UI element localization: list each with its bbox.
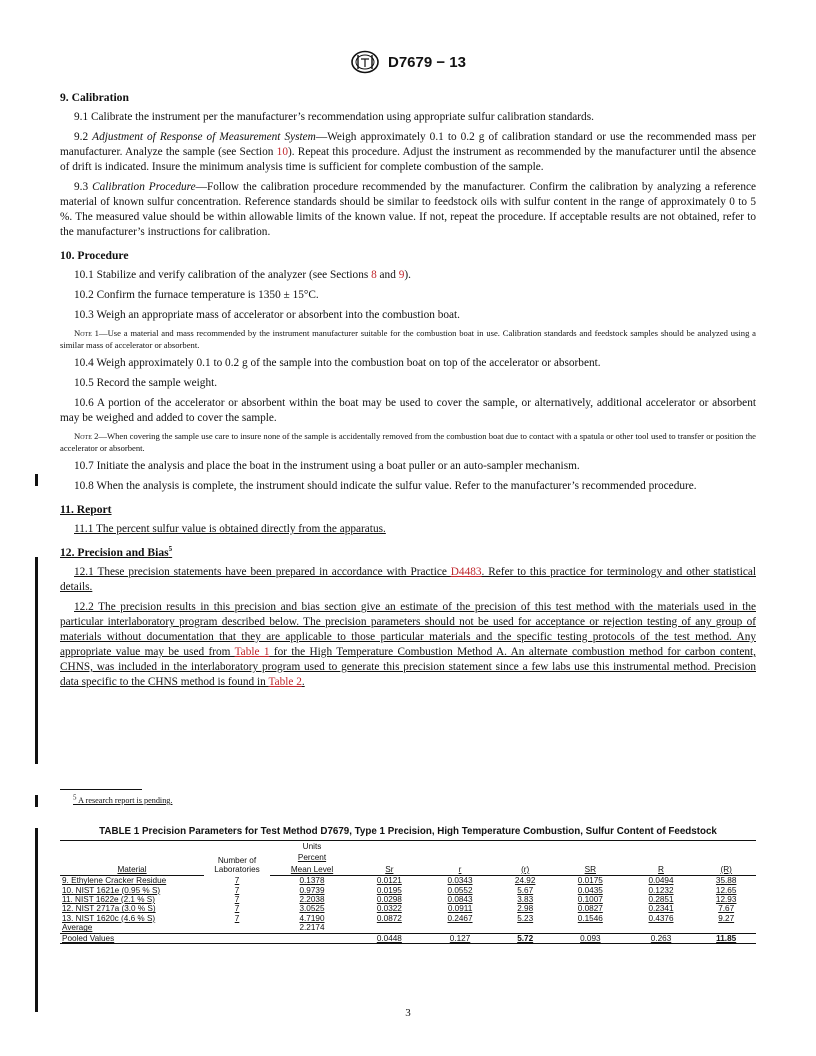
r-header xyxy=(425,864,496,876)
para-text: . xyxy=(301,676,305,688)
table-header-spacer xyxy=(696,841,756,853)
sr-cell: 0.0298 xyxy=(376,895,402,905)
empty-cell xyxy=(626,923,697,933)
designation-title: D7679 − 13 xyxy=(388,53,466,71)
mean-header-text: Mean Level xyxy=(290,864,334,874)
paragraph-10-6: 10.6 A portion of the accelerator or absorbent within the boat may be used to cover the sample, or alternatively, additional accelerator or absorbent may be weighed and added to cover the sample. xyxy=(60,397,756,424)
note-1 xyxy=(60,328,756,351)
table-header-spacer xyxy=(60,841,204,853)
table-header-spacer xyxy=(495,841,555,853)
table-header-spacer xyxy=(555,852,626,863)
section-heading-report: 11. Report xyxy=(60,503,112,516)
r-cell: 0.2467 xyxy=(447,913,473,923)
footnote-text: A research report is pending. xyxy=(76,796,173,805)
empty-cell xyxy=(354,923,425,933)
section-heading-calibration: 9. Calibration xyxy=(60,91,129,104)
SR-cell: 0.0175 xyxy=(577,876,603,886)
R-cell: 0.1232 xyxy=(648,885,674,895)
table-2-link[interactable]: Table 2 xyxy=(268,676,302,688)
mean-header xyxy=(270,864,354,876)
SR-cell: 0.0827 xyxy=(577,904,603,914)
table-header-spacer xyxy=(425,852,496,863)
labs-cell: 7 xyxy=(234,875,240,885)
average-label: Average xyxy=(62,923,93,933)
footnote-5 xyxy=(73,793,173,805)
r-rel-cell: 24.92 xyxy=(514,876,536,886)
R-cell: 0.4376 xyxy=(648,913,674,923)
para-text: 10.1 Stabilize and verify calibration of the analyzer (see Sections xyxy=(74,269,372,281)
table-header-spacer xyxy=(696,852,756,863)
para-text: —Follow the calibration procedure recommended by the manufacturer. Confirm the calibration by analyzing a reference material of known sulfur concentration. Reference standards should be similar to feedstock oils with sulfur content in the range of approximately 0 to 5 %. The measured value should be within allowable limits of the known value. If not, repeat the procedure. If acceptable results are not obtained, refer to the manufacturer’s instructions for calibration. xyxy=(60,181,756,238)
sr-cell: 0.0322 xyxy=(376,904,402,914)
SR-header xyxy=(555,864,626,876)
section-heading-precision xyxy=(60,545,756,560)
paragraph-10-4: 10.4 Weigh approximately 0.1 to 0.2 g of the sample into the combustion boat on top of the accelerator or absorbent. xyxy=(74,357,601,369)
SR-header-text: SR xyxy=(584,864,597,874)
material-header xyxy=(60,864,204,876)
document-body xyxy=(60,82,756,695)
table-header-spacer xyxy=(204,841,270,853)
table-header-spacer xyxy=(354,841,425,853)
note-label: Note 1 xyxy=(74,328,99,338)
sr-cell: 0.0195 xyxy=(376,885,402,895)
change-bar xyxy=(35,557,38,764)
r-cell: 0.0343 xyxy=(447,876,473,886)
R-cell: 0.2341 xyxy=(648,904,674,914)
paragraph-10-1 xyxy=(60,268,756,283)
R-rel-cell: 7.67 xyxy=(718,904,735,914)
SR-cell: 0.1546 xyxy=(577,913,603,923)
empty-cell xyxy=(204,923,270,933)
R-rel-header xyxy=(696,864,756,876)
paragraph-10-7: 10.7 Initiate the analysis and place the boat in the instrument using a boat puller or an auto-sampler mechanism. xyxy=(74,460,580,472)
R-rel-cell: 12.93 xyxy=(715,895,737,905)
table-header-spacer xyxy=(60,852,204,863)
R-header-text: R xyxy=(658,864,664,874)
para-number: 9.3 xyxy=(74,181,89,193)
pooled-row xyxy=(60,933,756,943)
r-rel-cell: 2.98 xyxy=(517,904,534,914)
empty-cell xyxy=(425,923,496,933)
table-header-spacer xyxy=(495,852,555,863)
note-label: Note 2 xyxy=(74,431,99,441)
astm-logo-icon xyxy=(350,50,380,74)
table-row xyxy=(60,904,756,913)
para-title: Calibration Procedure xyxy=(92,181,196,193)
R-rel-header-text: (R) xyxy=(720,864,732,874)
paragraph-10-8: 10.8 When the analysis is complete, the instrument should indicate the sulfur value. Refer to the manufacturer’s recommended procedure. xyxy=(74,480,697,492)
labs-header-line1: Number of xyxy=(217,855,257,865)
section-9-link[interactable]: 9 xyxy=(398,269,405,281)
table-row xyxy=(60,895,756,904)
para-text: —Weigh approximately 0.1 to 0.2 g of calibration standard or use the recommended mass per manufacturer. Analyze the sample (see Section xyxy=(60,131,757,158)
sr-header xyxy=(354,864,425,876)
material-header-text: Material xyxy=(117,864,147,874)
mean-cell: 2.2038 xyxy=(299,895,325,905)
empty-cell xyxy=(555,923,626,933)
r-rel-cell: 5.23 xyxy=(517,913,534,923)
paragraph-9-1: 9.1 Calibrate the instrument per the manufacturer’s recommendation using appropriate sulfur calibration standards. xyxy=(74,111,594,123)
percent-label: Percent xyxy=(297,853,327,863)
table-1-link[interactable]: Table 1 xyxy=(234,646,270,658)
R-rel-cell: 9.27 xyxy=(718,913,735,923)
page-header xyxy=(0,50,816,74)
change-bar xyxy=(35,795,38,807)
table-1-title: TABLE 1 Precision Parameters for Test Method D7679, Type 1 Precision, High Temperature Combustion, Sulfur Content of Feedstock xyxy=(99,826,717,837)
paragraph-10-2: 10.2 Confirm the furnace temperature is 1350 ± 15°C. xyxy=(74,289,319,301)
table-row xyxy=(60,876,756,886)
units-header xyxy=(270,841,354,853)
percent-header xyxy=(270,852,354,863)
labs-cell: 7 xyxy=(234,885,240,895)
table-row xyxy=(60,914,756,923)
section-heading-procedure: 10. Procedure xyxy=(60,249,129,262)
para-text: ). Repeat this procedure. Adjust the instrument as recommended by the manufacturer until the absence of drift is indicated. Insure the minimum analysis time is sufficient for complete combustion of the sample. xyxy=(60,146,756,173)
r-rel-cell: 5.67 xyxy=(517,885,534,895)
section-8-link[interactable]: 8 xyxy=(371,269,377,281)
r-rel-header-text: (r) xyxy=(521,864,530,874)
material-cell: 9. Ethylene Cracker Residue xyxy=(62,876,167,886)
footnote-number: 5 xyxy=(73,793,77,802)
sr-header-text: Sr xyxy=(385,864,394,874)
footnote-rule xyxy=(60,789,142,790)
table-header-spacer xyxy=(425,841,496,853)
R-rel-cell: 35.88 xyxy=(715,876,737,886)
precision-table xyxy=(60,840,756,944)
sr-cell: 0.0872 xyxy=(376,913,402,923)
section-10-link[interactable]: 10 xyxy=(276,146,288,158)
empty-cell xyxy=(270,933,354,943)
material-cell: 12. NIST 2717a (3.0 % S) xyxy=(62,904,156,914)
d4483-link[interactable]: D4483 xyxy=(450,566,482,578)
table-header-spacer xyxy=(626,841,697,853)
R-cell: 0.0494 xyxy=(648,876,674,886)
pooled-r-cell: 0.127 xyxy=(425,933,496,943)
mean-cell: 4.7190 xyxy=(299,913,325,923)
average-row xyxy=(60,923,756,933)
paragraph-9-3 xyxy=(60,180,756,240)
labs-header-line2: Laboratories xyxy=(214,865,260,875)
paragraph-9-2 xyxy=(60,130,756,175)
labs-cell: 7 xyxy=(234,904,240,914)
r-rel-cell: 3.83 xyxy=(517,895,534,905)
R-cell: 0.2851 xyxy=(648,895,674,905)
material-cell: 13. NIST 1620c (4.6 % S) xyxy=(62,913,156,923)
SR-cell: 0.1007 xyxy=(577,895,603,905)
change-bar xyxy=(35,828,38,1012)
mean-cell: 3.0525 xyxy=(299,904,325,914)
change-bar xyxy=(35,474,38,486)
labs-cell: 7 xyxy=(234,913,240,923)
para-text: 12.2 The precision results in this precision and bias section give an estimate of the precision of this test method with the materials used in the particular interlaboratory program described below. The precision parameters should not be used for acceptance or rejection testing of any group of materials without documentation that they are applicable to those particular materials and the specific testing protocols of the test method. Any appropriate value may be used from xyxy=(60,601,756,658)
para-text: 12.1 These precision statements have been prepared in accordance with Practice xyxy=(74,566,451,578)
pooled-sr-cell: 0.0448 xyxy=(354,933,425,943)
note-2 xyxy=(60,431,756,454)
para-number: 9.2 xyxy=(74,131,89,143)
table-header-spacer xyxy=(555,841,626,853)
r-cell: 0.0843 xyxy=(447,895,473,905)
pooled-label: Pooled Values xyxy=(60,933,204,943)
mean-cell: 0.1378 xyxy=(299,876,325,886)
r-rel-header xyxy=(495,864,555,876)
SR-cell: 0.0435 xyxy=(577,885,603,895)
R-rel-cell: 12.65 xyxy=(715,885,737,895)
paragraph-12-2 xyxy=(60,600,756,690)
empty-cell xyxy=(696,923,756,933)
r-cell: 0.0911 xyxy=(447,904,473,914)
para-text: . Refer to this practice for terminology and other statistical details. xyxy=(60,566,756,593)
units-label: Units xyxy=(302,842,322,851)
para-title: Adjustment of Response of Measurement System xyxy=(92,131,316,143)
labs-header xyxy=(204,852,270,875)
note-text: —Use a material and mass recommended by the instrument manufacturer suitable for the combustion boat in use. Calibration standards and feedstock samples should be analyzed using a similar mass of accelerator or absorbent. xyxy=(60,328,756,350)
table-header-spacer xyxy=(626,852,697,863)
paragraph-10-5: 10.5 Record the sample weight. xyxy=(74,377,218,389)
pooled-R-cell: 0.263 xyxy=(626,933,697,943)
r-header-text: r xyxy=(458,864,462,874)
labs-cell: 7 xyxy=(234,895,240,905)
average-mean-cell: 2.2174 xyxy=(299,923,325,933)
mean-cell: 0.9739 xyxy=(299,885,325,895)
paragraph-10-3: 10.3 Weigh an appropriate mass of accelerator or absorbent into the combustion boat. xyxy=(74,309,460,321)
empty-cell xyxy=(495,923,555,933)
material-cell: 11. NIST 1622e (2.1 % S) xyxy=(62,895,155,905)
pooled-R-rel-cell: 11.85 xyxy=(696,933,756,943)
table-header-spacer xyxy=(354,852,425,863)
r-cell: 0.0552 xyxy=(447,885,473,895)
para-text: and xyxy=(376,269,399,281)
para-text: for the High Temperature Combustion Method A. An alternate combustion method for carbon content, CHNS, was included in the interlaboratory program used to generate this precision statement since a few labs use this instrumental method. Precision data specific to the CHNS method is found in xyxy=(60,646,756,688)
page-number: 3 xyxy=(405,1007,411,1019)
paragraph-12-1 xyxy=(60,565,756,595)
note-text: —When covering the sample use care to insure none of the sample is accidentally removed from the combustion boat due to contact with a spatula or other tool used to transfer or position the accelerator or absorbent. xyxy=(60,431,756,453)
empty-cell xyxy=(204,933,270,943)
pooled-r-rel-cell: 5.72 xyxy=(495,933,555,943)
paragraph-11-1: 11.1 The percent sulfur value is obtained directly from the apparatus. xyxy=(74,523,386,535)
para-text: ). xyxy=(404,269,411,281)
pooled-SR-cell: 0.093 xyxy=(555,933,626,943)
table-row xyxy=(60,886,756,895)
material-cell: 10. NIST 1621e (0.95 % S) xyxy=(62,885,161,895)
heading-text: 12. Precision and Bias xyxy=(60,546,169,559)
footnote-ref[interactable]: 5 xyxy=(168,545,173,554)
R-header xyxy=(626,864,697,876)
sr-cell: 0.0121 xyxy=(376,876,402,886)
